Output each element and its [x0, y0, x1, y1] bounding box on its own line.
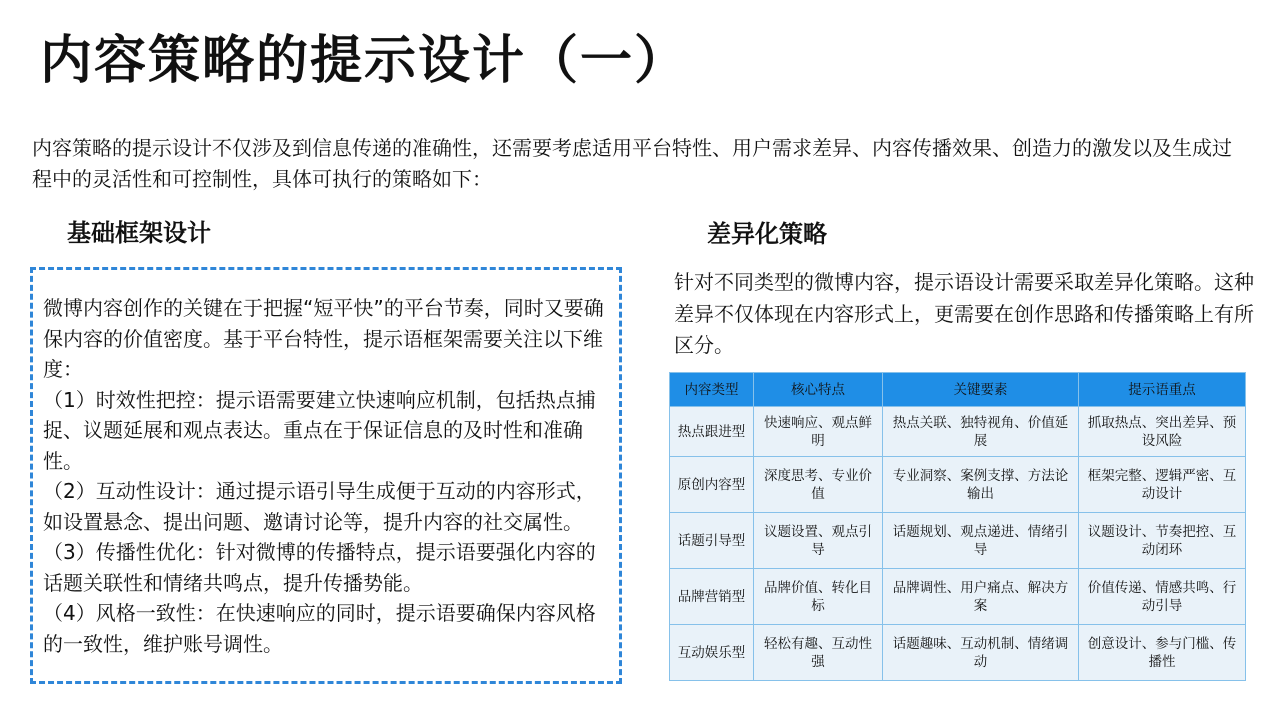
table-cell: 深度思考、专业价值	[754, 457, 883, 513]
table-row	[670, 513, 1246, 569]
table-cell: 话题规划、观点递进、情绪引导	[883, 513, 1079, 569]
table-header-cell: 提示语重点	[1079, 373, 1246, 407]
table-row	[670, 457, 1246, 513]
table-cell: 品牌营销型	[670, 569, 754, 625]
section-heading-differentiation: 差异化策略	[707, 220, 827, 248]
framework-paragraph: （1）时效性把控：提示语需要建立快速响应机制，包括热点捕捉、议题延展和观点表达。重点在于保证信息的及时性和准确性。	[43, 387, 596, 473]
table-row	[670, 569, 1246, 625]
table-header-cell: 核心特点	[754, 373, 883, 407]
framework-paragraph: （4）风格一致性：在快速响应的同时，提示语要确保内容风格的一致性，维护账号调性。	[43, 601, 596, 656]
table-cell: 抓取热点、突出差异、预设风险	[1079, 407, 1246, 457]
table-cell: 品牌价值、转化目标	[754, 569, 883, 625]
table-cell: 专业洞察、案例支撑、方法论输出	[883, 457, 1079, 513]
page-title: 内容策略的提示设计（一）	[40, 31, 689, 91]
section-heading-framework: 基础框架设计	[67, 219, 211, 247]
table-cell: 话题引导型	[670, 513, 754, 569]
framework-paragraph: （3）传播性优化：针对微博的传播特点，提示语要强化内容的话题关联性和情绪共鸣点，提升传播势能。	[43, 540, 596, 595]
table-cell: 快速响应、观点鲜明	[754, 407, 883, 457]
table-cell: 品牌调性、用户痛点、解决方案	[883, 569, 1079, 625]
table-cell: 热点跟进型	[670, 407, 754, 457]
table-header-row	[670, 373, 1246, 407]
table-cell: 框架完整、逻辑严密、互动设计	[1079, 457, 1246, 513]
table-row	[670, 407, 1246, 457]
framework-content	[43, 293, 615, 659]
table-header-cell: 内容类型	[670, 373, 754, 407]
intro-text: 内容策略的提示设计不仅涉及到信息传递的准确性，还需要考虑适用平台特性、用户需求差异、内容传播效果、创造力的激发以及生成过程中的灵活性和可控制性，具体可执行的策略如下：	[32, 136, 1232, 191]
table-cell: 价值传递、情感共鸣、行动引导	[1079, 569, 1246, 625]
table-cell: 热点关联、独特视角、价值延展	[883, 407, 1079, 457]
table-cell: 互动娱乐型	[670, 625, 754, 681]
framework-paragraph: 微博内容创作的关键在于把握“短平快”的平台节奏，同时又要确保内容的价值密度。基于平台特性，提示语框架需要关注以下维度：	[43, 296, 604, 381]
table-row	[670, 625, 1246, 681]
table-cell: 话题趣味、互动机制、情绪调动	[883, 625, 1079, 681]
table-cell: 议题设置、观点引导	[754, 513, 883, 569]
table-cell: 原创内容型	[670, 457, 754, 513]
framework-paragraph: （2）互动性设计：通过提示语引导生成便于互动的内容形式，如设置悬念、提出问题、邀请讨论等，提升内容的社交属性。	[43, 479, 596, 534]
table-cell: 创意设计、参与门槛、传播性	[1079, 625, 1246, 681]
strategy-table	[669, 372, 1246, 681]
table-header-cell: 关键要素	[883, 373, 1079, 407]
table-cell: 轻松有趣、互动性强	[754, 625, 883, 681]
differentiation-description: 针对不同类型的微博内容，提示语设计需要采取差异化策略。这种差异不仅体现在内容形式上，更需要在创作思路和传播策略上有所区分。	[674, 270, 1254, 357]
table-cell: 议题设计、节奏把控、互动闭环	[1079, 513, 1246, 569]
